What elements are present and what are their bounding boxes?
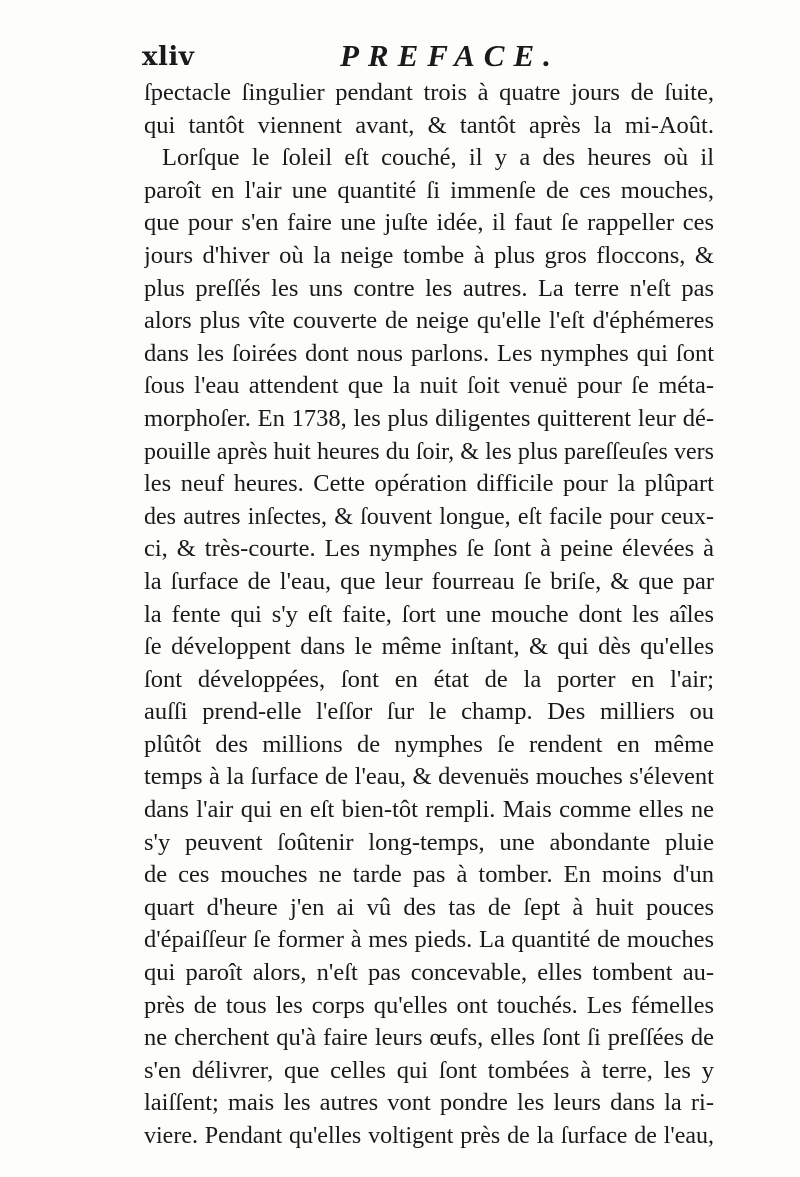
- text-line: morphoſer. En 1738, les plus diligentes quitterent leur dé-: [144, 404, 714, 432]
- text-line: paroît en l'air une quantité ſi immenſe de ces mouches,: [144, 176, 714, 204]
- text-line: quart d'heure j'en ai vû des tas de ſept à huit pouces: [144, 893, 714, 921]
- text-line: de ces mouches ne tarde pas à tomber. En moins d'un: [144, 861, 714, 889]
- text-line: viere. Pendant qu'elles voltigent près de la ſurface de l'eau,: [144, 1123, 714, 1149]
- text-line: que pour s'en faire une juſte idée, il faut ſe rappeller ces: [144, 209, 714, 237]
- page-header: [142, 38, 732, 78]
- text-line: qui tantôt viennent avant, & tantôt après la mi-Août.: [144, 111, 714, 139]
- text-line: laiſſent; mais les autres vont pondre les leurs dans la ri-: [144, 1089, 714, 1117]
- text-line: qui paroît alors, n'eſt pas concevable, elles tombent au-: [144, 959, 714, 987]
- text-line: la ſurface de l'eau, que leur fourreau ſe briſe, & que par: [144, 567, 714, 595]
- text-line: ci, & très-courte. Les nymphes ſe ſont à peine élevées à: [144, 535, 714, 563]
- text-line: près de tous les corps qu'elles ont touchés. Les fémelles: [144, 991, 714, 1019]
- text-line: pouille après huit heures du ſoir, & les plus pareſſeuſes vers: [144, 438, 714, 465]
- text-line: temps à la ſurface de l'eau, & devenuës mouches s'élevent: [144, 763, 714, 791]
- text-line: jours d'hiver où la neige tombe à plus gros floccons, &: [144, 241, 714, 269]
- text-line: la fente qui s'y eſt faite, ſort une mouche dont les aîles: [144, 600, 714, 628]
- text-line: d'épaiſſeur ſe former à mes pieds. La quantité de mouches: [144, 926, 714, 954]
- text-line: alors plus vîte couverte de neige qu'elle l'eſt d'éphémeres: [144, 307, 714, 335]
- text-line: plûtôt des millions de nymphes ſe rendent en même: [144, 730, 714, 758]
- text-line: auſſi prend-elle l'eſſor ſur le champ. Des milliers ou: [144, 698, 714, 726]
- text-line: ſous l'eau attendent que la nuit ſoit venuë pour ſe méta-: [144, 372, 714, 400]
- text-line: plus preſſés les uns contre les autres. La terre n'eſt pas: [144, 274, 714, 302]
- text-line: ſont développées, ſont en état de la porter en l'air;: [144, 665, 714, 693]
- text-line: s'en délivrer, que celles qui ſont tombées à terre, les y: [144, 1056, 714, 1084]
- text-line: des autres inſectes, & ſouvent longue, eſt facile pour ceux-: [144, 503, 714, 530]
- text-line: dans l'air qui en eſt bien-tôt rempli. Mais comme elles ne: [144, 796, 714, 824]
- text-line: ſe développent dans le même inſtant, & qui dès qu'elles: [144, 633, 714, 661]
- running-title: PREFACE.: [340, 38, 560, 73]
- page-number: xliv: [142, 42, 195, 72]
- text-line: ne cherchent qu'à faire leurs œufs, elles ſont ſi preſſées de: [144, 1024, 714, 1052]
- body-text: [144, 77, 714, 1153]
- text-line: s'y peuvent ſoûtenir long-temps, une abondante pluie: [144, 828, 714, 856]
- text-line: Lorſque le ſoleil eſt couché, il y a des heures où il: [162, 144, 714, 172]
- text-line: ſpectacle ſingulier pendant trois à quatre jours de ſuite,: [144, 79, 714, 106]
- text-line: dans les ſoirées dont nous parlons. Les nymphes qui ſont: [144, 339, 714, 367]
- text-line: les neuf heures. Cette opération difficile pour la plûpart: [144, 470, 714, 498]
